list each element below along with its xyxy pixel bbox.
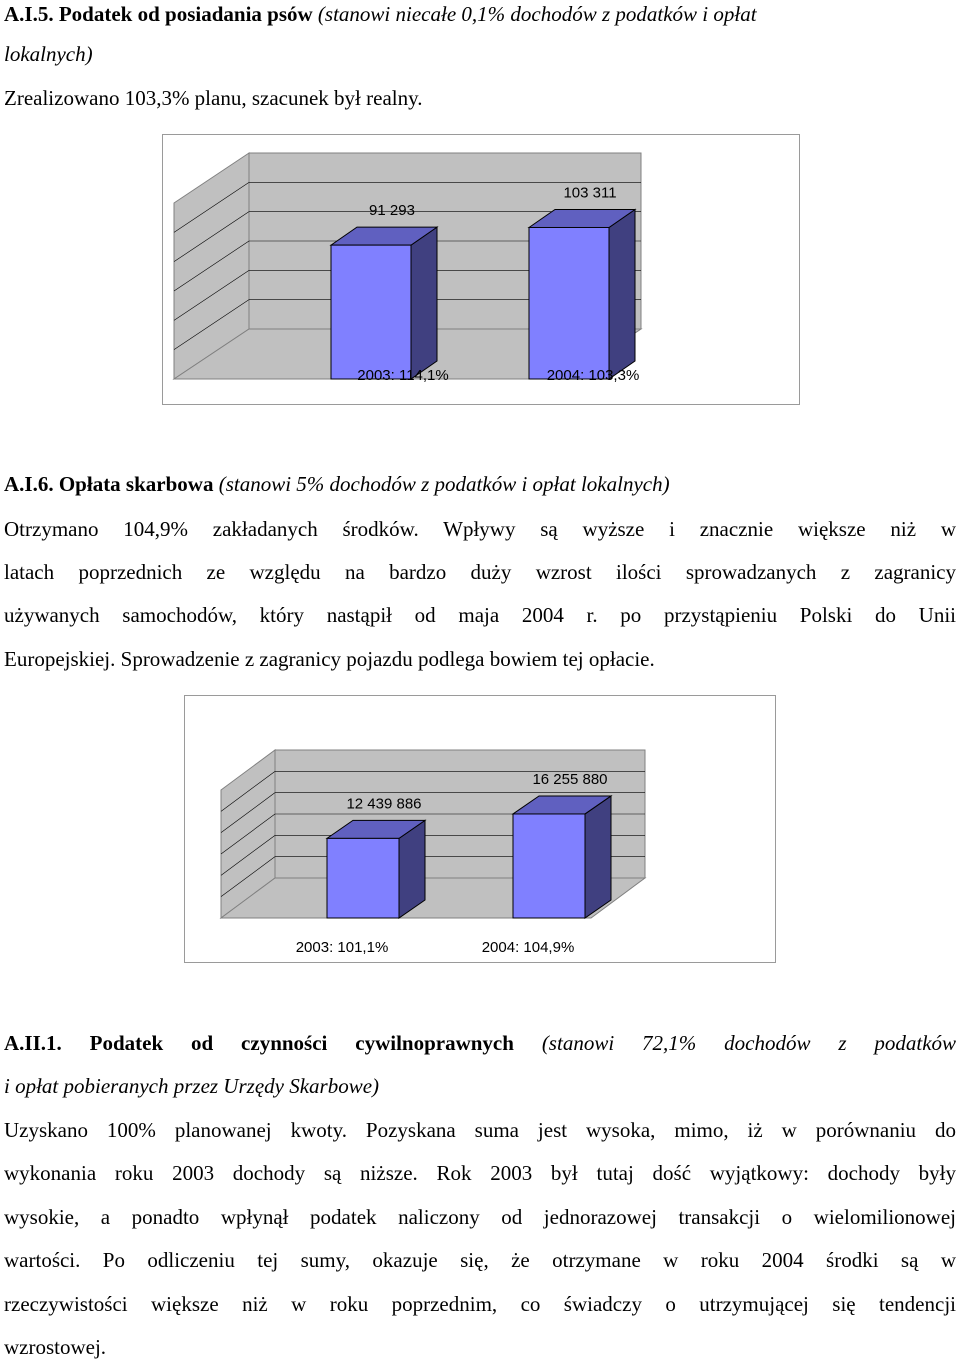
heading-title: Podatek od posiadania psów	[58, 2, 313, 26]
paragraph-line: wykonania roku 2003 dochody są niższe. Rok 2003 był tutaj dość wyjątkowy: dochody były	[4, 1161, 956, 1185]
paragraph-line: wysokie, a ponadto wpłynął podatek naliczony od jednorazowej transakcji o wielomilionowej	[4, 1205, 956, 1229]
section-heading-a-i-6	[4, 470, 956, 498]
bar	[331, 245, 411, 379]
section-heading-a-i-5	[4, 0, 956, 28]
heading-note-continued: i opłat pobieranych przez Urzędy Skarbowe)	[4, 1074, 380, 1098]
data-label: 103 311	[563, 184, 617, 202]
paragraph-line: Uzyskano 100% planowanej kwoty. Pozyskana suma jest wysoka, mimo, iż w porównaniu do	[4, 1118, 956, 1142]
heading-id: A.II.1.	[4, 1031, 62, 1055]
bar-side	[609, 209, 635, 379]
section-heading-a-ii-1	[4, 1029, 956, 1057]
paragraph-line: wartości. Po odliczeniu tej sumy, okazuje się, że otrzymane w roku 2004 środki są w	[4, 1248, 956, 1272]
bar-side	[585, 796, 611, 918]
data-label: 16 255 880	[532, 770, 608, 788]
heading-note: (stanowi niecałe 0,1% dochodów z podatków i opłat	[317, 2, 757, 26]
heading-id: A.I.6.	[4, 472, 54, 496]
data-label: 91 293	[369, 202, 415, 220]
paragraph-line: Europejskiej. Sprowadzenie z zagranicy pojazdu podlega bowiem tej opłacie.	[4, 647, 655, 671]
data-label: 12 439 886	[346, 795, 422, 813]
paragraph-line: wzrostowej.	[4, 1335, 107, 1359]
paragraph-line: rzeczywistości większe niż w roku poprzednim, co świadczy o utrzymującej się tendencji	[4, 1292, 956, 1316]
bar-chart-stamp-duty	[184, 695, 776, 963]
heading-note: (stanowi 5% dochodów z podatków i opłat lokalnych)	[218, 472, 670, 496]
chart-svg	[185, 696, 775, 962]
paragraph-line: latach poprzednich ze względu na bardzo duży wzrost ilości sprowadzanych z zagranicy	[4, 560, 956, 584]
paragraph-line: używanych samochodów, który nastąpił od maja 2004 r. po przystąpieniu Polski do Unii	[4, 603, 956, 627]
paragraph-line: Otrzymano 104,9% zakładanych środków. Wpływy są wyższe i znacznie większe niż w	[4, 517, 956, 541]
bar-side	[411, 227, 437, 379]
heading-note: (stanowi 72,1% dochodów z podatków	[541, 1031, 957, 1055]
bar	[513, 814, 585, 918]
bar	[529, 227, 609, 379]
heading-note-continued: lokalnych)	[4, 42, 93, 66]
category-label: 2003: 101,1%	[295, 939, 389, 956]
paragraph: Zrealizowano 103,3% planu, szacunek był realny.	[4, 86, 423, 110]
chart-svg	[163, 135, 799, 404]
bar	[327, 838, 399, 918]
category-label: 2003: 114,1%	[357, 367, 449, 384]
heading-title: Opłata skarbowa	[58, 472, 214, 496]
category-label: 2004: 103,3%	[546, 367, 640, 384]
category-label: 2004: 104,9%	[481, 939, 575, 956]
heading-id: A.I.5.	[4, 2, 54, 26]
bar-chart-dog-tax	[162, 134, 800, 405]
heading-title: Podatek od czynności cywilnoprawnych	[89, 1031, 514, 1055]
